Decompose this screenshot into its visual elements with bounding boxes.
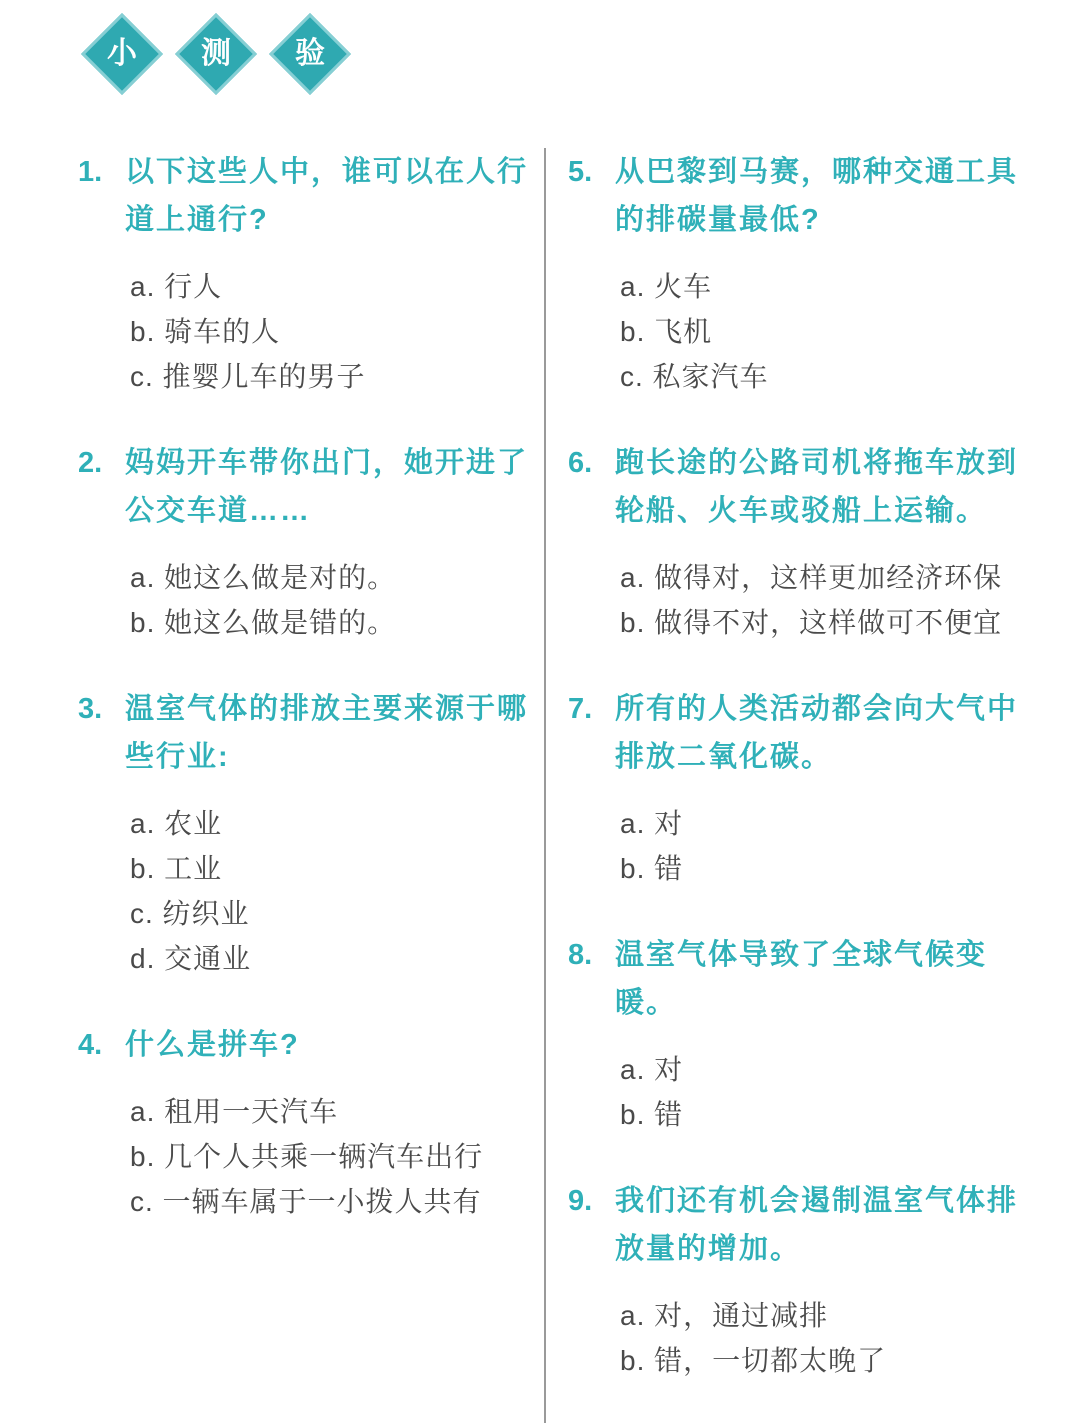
question-text — [125, 439, 532, 535]
question-head — [568, 685, 1022, 781]
question-text — [615, 439, 1022, 535]
question-block — [78, 685, 532, 981]
question-block — [78, 1021, 532, 1224]
question-text-line: 道上通行? — [125, 204, 269, 236]
answer-option: b. 她这么做是错的。 — [130, 607, 397, 638]
answer-option: b. 飞机 — [620, 316, 713, 347]
question-block — [568, 439, 1022, 645]
answer-option: c. 推婴儿车的男子 — [130, 361, 366, 392]
question-text — [615, 931, 1022, 1027]
options-list — [130, 555, 532, 645]
answer-option: a. 火车 — [620, 271, 713, 302]
answer-option: b. 做得不对，这样做可不便宜 — [620, 607, 1003, 638]
question-text — [615, 148, 1022, 244]
question-text — [125, 685, 532, 781]
answer-option: b. 几个人共乘一辆汽车出行 — [130, 1141, 484, 1172]
answer-option: a. 对，通过减排 — [620, 1300, 829, 1331]
question-block — [568, 685, 1022, 891]
options-list — [130, 801, 532, 981]
question-head — [78, 685, 532, 781]
question-text-line: 温室气体导致了全球气候变暖。 — [615, 939, 988, 1019]
question-number: 9. — [568, 1185, 593, 1217]
question-number: 1. — [78, 156, 103, 188]
question-head — [568, 1177, 1022, 1273]
answer-option: b. 错 — [620, 853, 684, 884]
question-text-line: 从巴黎到马赛，哪种交通工具 — [615, 156, 1019, 188]
question-head — [568, 148, 1022, 244]
question-text — [125, 1021, 532, 1069]
column-divider — [544, 148, 546, 1423]
question-number: 2. — [78, 447, 103, 479]
answer-option: a. 行人 — [130, 271, 223, 302]
question-head — [568, 439, 1022, 535]
question-head — [568, 931, 1022, 1027]
question-number: 4. — [78, 1029, 103, 1061]
answer-option: a. 租用一天汽车 — [130, 1096, 339, 1127]
options-list — [620, 264, 1022, 399]
question-text-line: 妈妈开车带你出门，她开进了 — [125, 447, 529, 479]
question-text — [615, 685, 1022, 781]
quiz-column-left — [78, 148, 532, 1423]
answer-option: a. 她这么做是对的。 — [130, 562, 397, 593]
options-list — [130, 1089, 532, 1224]
title-diamond-icon — [269, 13, 351, 95]
question-number: 5. — [568, 156, 593, 188]
options-list — [620, 1047, 1022, 1137]
question-block — [568, 1177, 1022, 1383]
question-number: 8. — [568, 939, 593, 971]
question-text-line: 跑长途的公路司机将拖车放到 — [615, 447, 1019, 479]
title-diamond-icon — [175, 13, 257, 95]
question-text-line: 放量的增加。 — [615, 1233, 802, 1265]
answer-option: d. 交通业 — [130, 943, 252, 974]
answer-option: b. 错，一切都太晚了 — [620, 1345, 887, 1376]
question-text-line: 的排碳量最低? — [615, 204, 821, 236]
question-text-line: 些行业: — [125, 741, 230, 773]
answer-option: c. 私家汽车 — [620, 361, 769, 392]
answer-option: c. 纺织业 — [130, 898, 250, 929]
answer-option: a. 对 — [620, 808, 684, 839]
question-head — [78, 148, 532, 244]
answer-option: b. 骑车的人 — [130, 316, 281, 347]
answer-option: a. 农业 — [130, 808, 223, 839]
question-text-line: 轮船、火车或驳船上运输。 — [615, 495, 988, 527]
question-block — [568, 931, 1022, 1137]
question-text — [615, 1177, 1022, 1273]
title-char: 验 — [295, 37, 325, 70]
question-text-line: 所有的人类活动都会向大气中 — [615, 693, 1019, 725]
answer-option: b. 错 — [620, 1099, 684, 1130]
title-char: 测 — [201, 37, 231, 70]
quiz-columns — [0, 148, 1080, 1423]
question-text — [125, 148, 532, 244]
question-block — [568, 148, 1022, 399]
question-text-line: 公交车道…… — [125, 495, 312, 527]
question-text-line: 我们还有机会遏制温室气体排 — [615, 1185, 1019, 1217]
title-char: 小 — [107, 37, 137, 70]
question-number: 6. — [568, 447, 593, 479]
question-number: 3. — [78, 693, 103, 725]
options-list — [130, 264, 532, 399]
question-text-line: 排放二氧化碳。 — [615, 741, 833, 773]
quiz-column-right — [568, 148, 1022, 1423]
answer-option: a. 对 — [620, 1054, 684, 1085]
question-block — [78, 148, 532, 399]
question-text-line: 什么是拼车? — [125, 1029, 300, 1061]
options-list — [620, 1293, 1022, 1383]
answer-option: c. 一辆车属于一小拨人共有 — [130, 1186, 482, 1217]
title-diamond-icon — [81, 13, 163, 95]
question-head — [78, 439, 532, 535]
answer-option: b. 工业 — [130, 853, 223, 884]
question-head — [78, 1021, 532, 1069]
options-list — [620, 801, 1022, 891]
options-list — [620, 555, 1022, 645]
answer-option: a. 做得对，这样更加经济环保 — [620, 562, 1003, 593]
quiz-title — [0, 0, 1080, 100]
question-text-line: 以下这些人中，谁可以在人行 — [125, 156, 529, 188]
question-text-line: 温室气体的排放主要来源于哪 — [125, 693, 529, 725]
question-number: 7. — [568, 693, 593, 725]
question-block — [78, 439, 532, 645]
